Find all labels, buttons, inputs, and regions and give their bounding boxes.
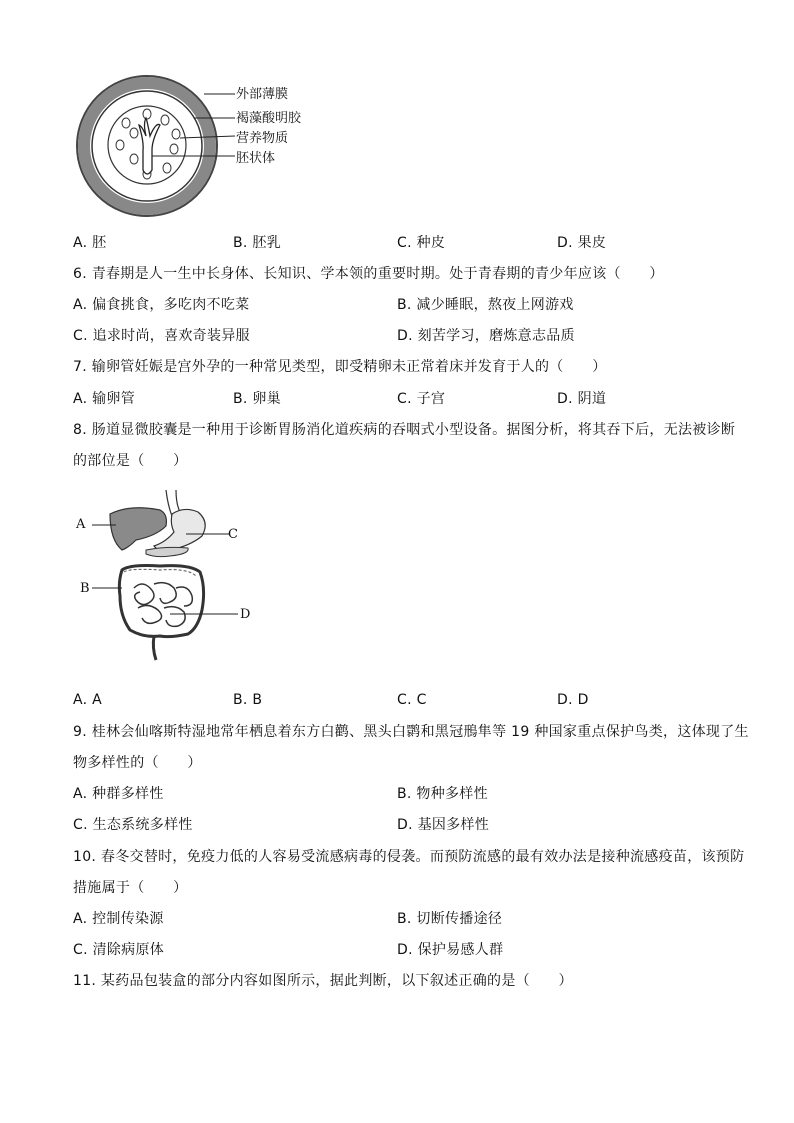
- seed-label-embryoid: 胚状体: [236, 151, 276, 166]
- q8-option-c[interactable]: C. C: [397, 692, 427, 708]
- q10-stem-line2: 措施属于（ ）: [73, 880, 188, 896]
- q10-option-a[interactable]: A. 控制传染源: [73, 911, 164, 927]
- q10-option-d[interactable]: D. 保护易感人群: [397, 942, 504, 958]
- q6-stem: 6. 青春期是人一生中长身体、长知识、学本领的重要时期。处于青春期的青少年应该（ ）: [73, 266, 664, 282]
- q8-stem-line2: 的部位是（ ）: [73, 453, 188, 469]
- q6-option-a[interactable]: A. 偏食挑食，多吃肉不吃菜: [73, 297, 250, 313]
- seed-label-nutrients: 营养物质: [236, 131, 289, 146]
- q5-option-a[interactable]: A. 胚: [73, 235, 107, 251]
- q8-option-d[interactable]: D. D: [557, 692, 589, 708]
- q9-option-c[interactable]: C. 生态系统多样性: [73, 817, 193, 833]
- q9-option-a[interactable]: A. 种群多样性: [73, 786, 164, 802]
- q10-option-b[interactable]: B. 切断传播途径: [397, 911, 503, 927]
- artificial-seed-diagram: [70, 70, 330, 220]
- q10-option-c[interactable]: C. 清除病原体: [73, 942, 165, 958]
- q7-option-b[interactable]: B. 卵巢: [233, 391, 282, 407]
- q7-option-c[interactable]: C. 子宫: [397, 391, 446, 407]
- digestive-system-diagram: [70, 488, 270, 668]
- q5-option-c[interactable]: C. 种皮: [397, 235, 446, 251]
- seed-label-outer-membrane: 外部薄膜: [236, 87, 289, 102]
- q9-stem-line2: 物多样性的（ ）: [73, 755, 202, 771]
- digestive-label-c: C: [228, 527, 238, 542]
- q8-stem-line1: 8. 肠道显微胶囊是一种用于诊断胃肠消化道疾病的吞咽式小型设备。据图分析，将其吞下后，无法被诊断: [73, 422, 736, 438]
- digestive-label-b: B: [80, 581, 90, 596]
- q7-option-a[interactable]: A. 输卵管: [73, 391, 136, 407]
- q6-option-d[interactable]: D. 刻苦学习，磨炼意志品质: [397, 328, 575, 344]
- q9-option-d[interactable]: D. 基因多样性: [397, 817, 490, 833]
- q8-option-a[interactable]: A. A: [73, 692, 103, 708]
- digestive-label-d: D: [240, 607, 251, 622]
- q5-option-d[interactable]: D. 果皮: [557, 235, 607, 251]
- q5-option-b[interactable]: B. 胚乳: [233, 235, 282, 251]
- q7-option-d[interactable]: D. 阴道: [557, 391, 607, 407]
- q11-stem: 11. 某药品包装盒的部分内容如图所示，据此判断，以下叙述正确的是（ ）: [73, 973, 573, 989]
- q9-option-b[interactable]: B. 物种多样性: [397, 786, 488, 802]
- seed-label-alginate-gel: 褐藻酸明胶: [236, 111, 302, 126]
- q6-option-b[interactable]: B. 减少睡眠，熬夜上网游戏: [397, 297, 574, 313]
- q8-option-b[interactable]: B. B: [233, 692, 263, 708]
- q10-stem-line1: 10. 春冬交替时，免疫力低的人容易受流感病毒的侵袭。而预防流感的最有效办法是接种流感疫苗，该预防: [73, 849, 745, 865]
- q9-stem-line1: 9. 桂林会仙喀斯特湿地常年栖息着东方白鹳、黑头白鹮和黑冠鳽隼等 19 种国家重点保护鸟类，这体现了生: [73, 724, 749, 740]
- q6-option-c[interactable]: C. 追求时尚，喜欢奇装异服: [73, 328, 250, 344]
- q7-stem: 7. 输卵管妊娠是宫外孕的一种常见类型，即受精卵未正常着床并发育于人的（ ）: [73, 359, 607, 375]
- digestive-label-a: A: [76, 517, 86, 532]
